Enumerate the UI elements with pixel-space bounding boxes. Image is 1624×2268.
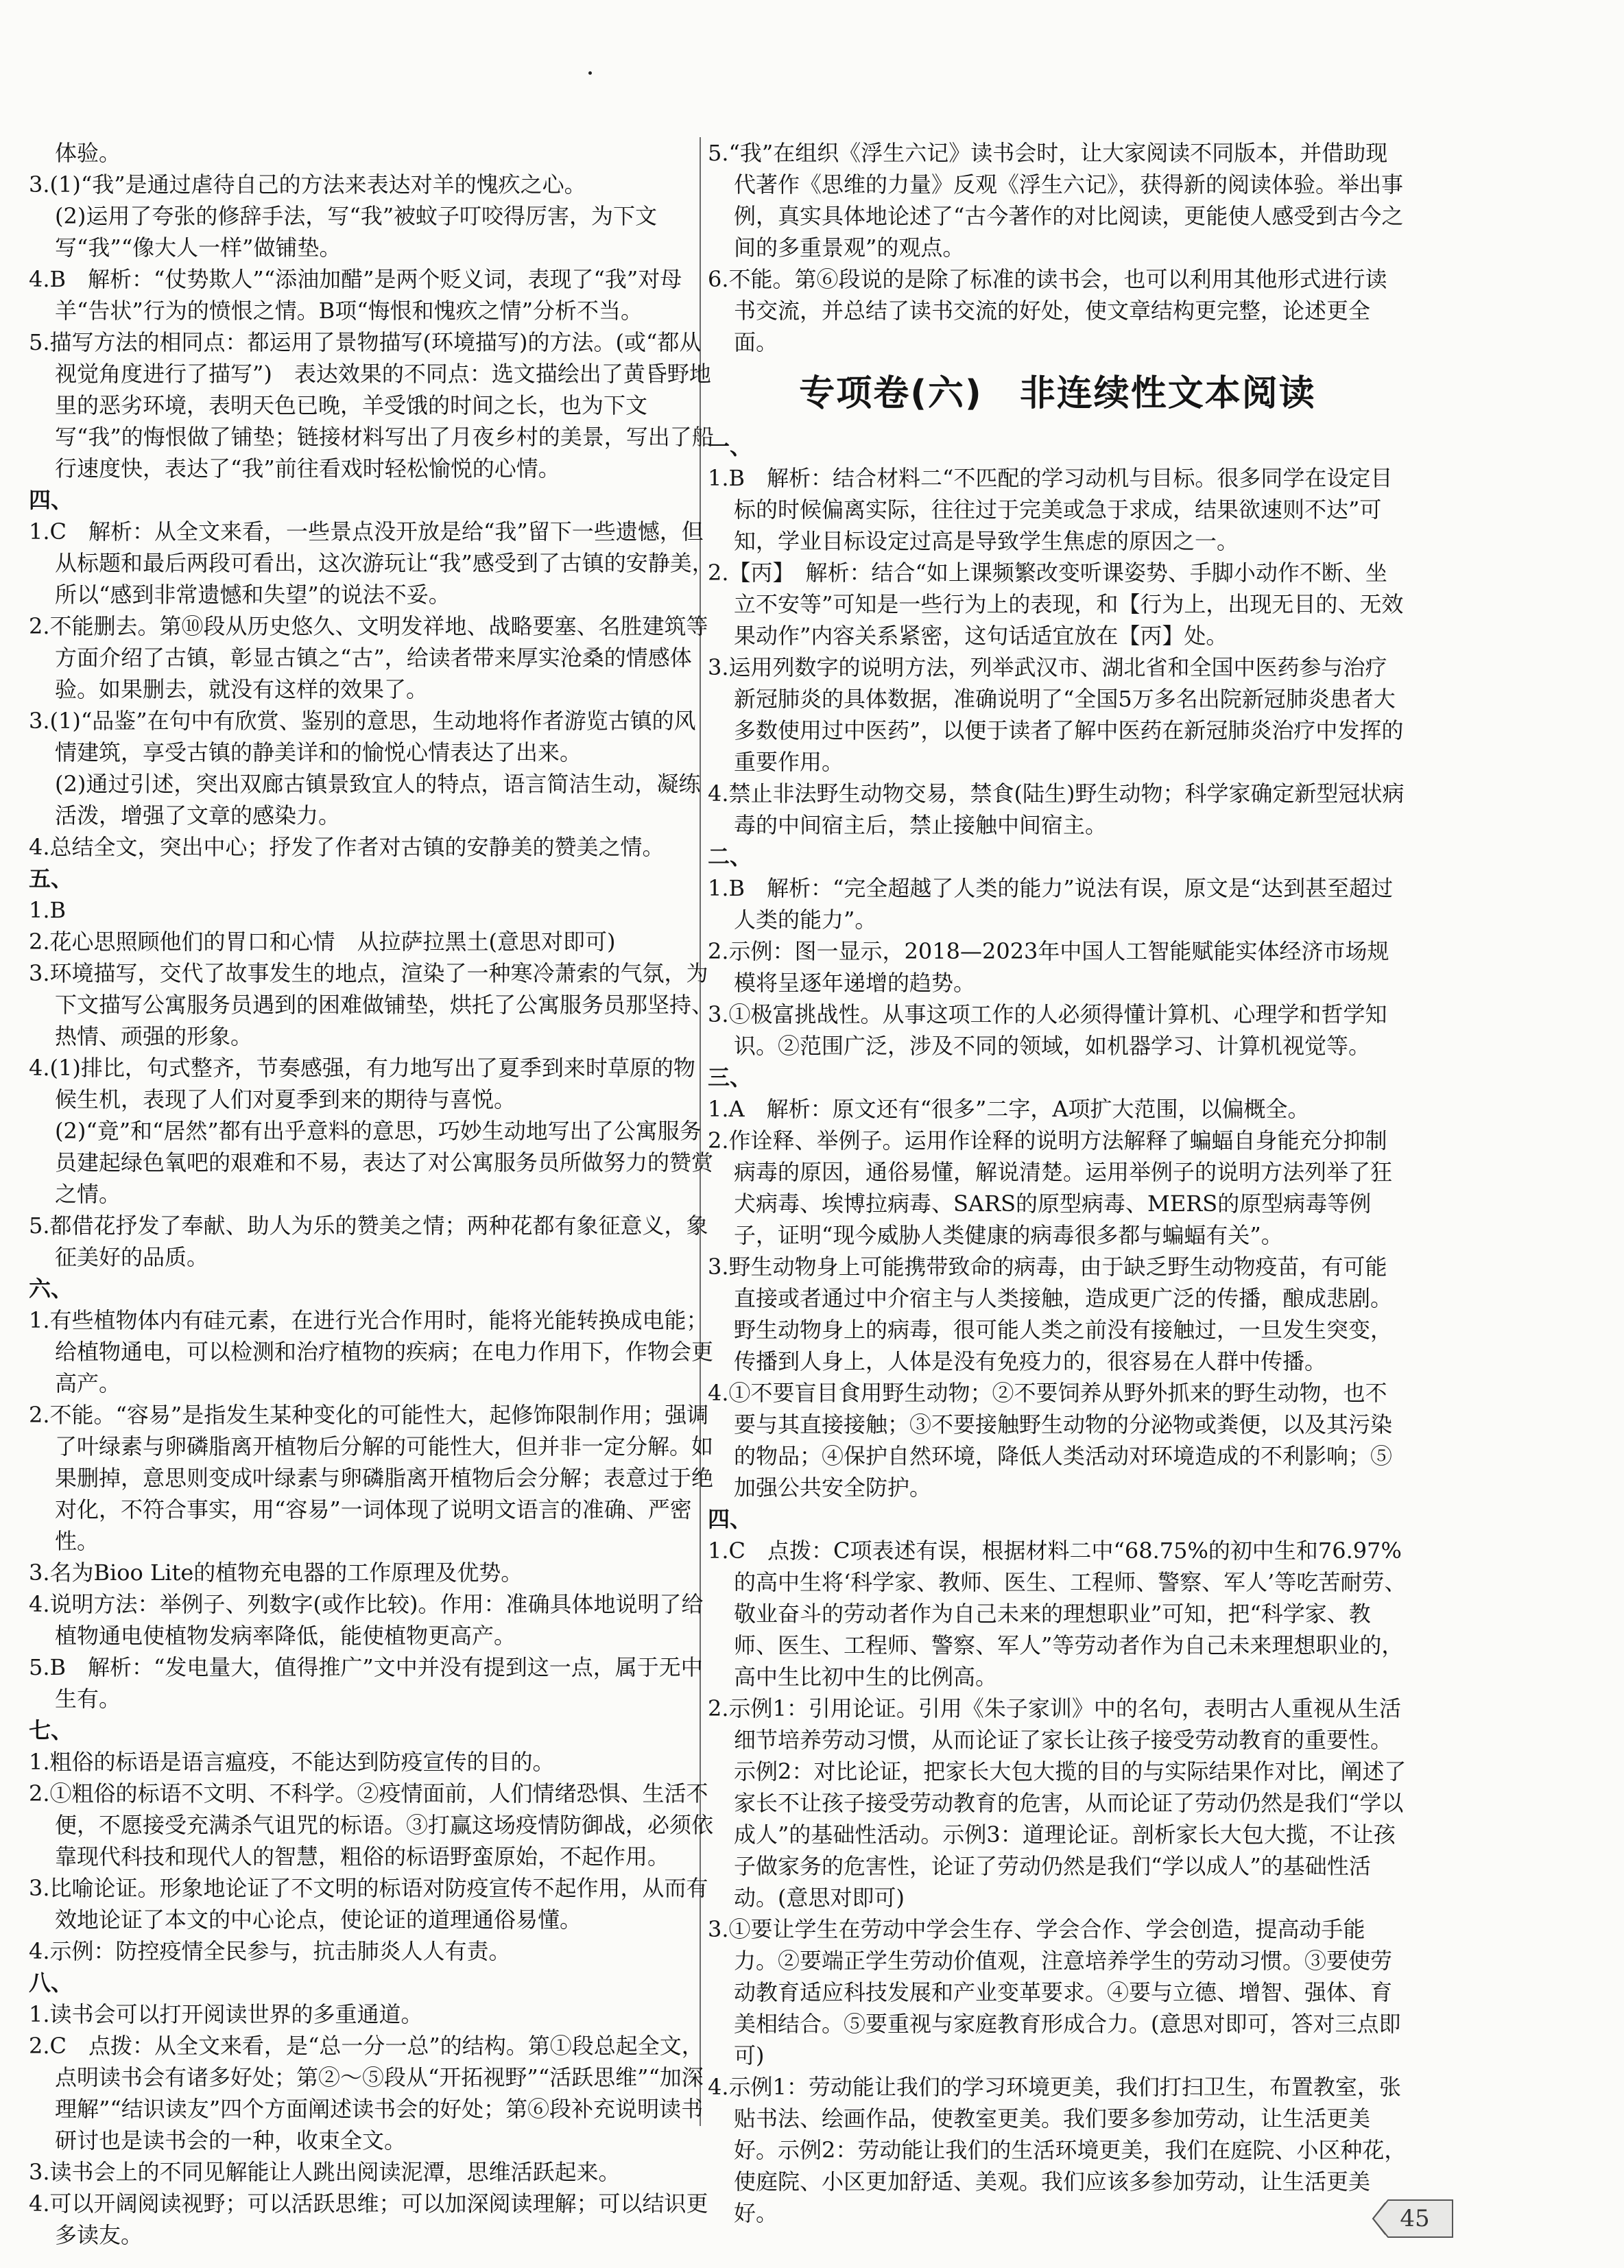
answer-item: 3.(1)“品鉴”在句中有欣赏、鉴别的意思，生动地将作者游览古镇的风情建筑，享受古镇的静美详和的愉悦心情表达了出来。 [29, 708, 696, 765]
answer-item: 3.环境描写，交代了故事发生的地点，渲染了一种寒冷萧索的气氛，为下文描写公寓服务员遇到的困难做铺垫，烘托了公寓服务员那坚持、热情、顽强的形象。 [29, 960, 714, 1049]
section-number: 八、 [29, 1970, 73, 1996]
answer-item: 2.【丙】 解析：结合“如上课频繁改变听课姿势、手脚小动作不断、坐立不安等”可知是一些行为上的表现，和【行为上，出现无目的、无效果动作”内容关系紧密，这句话适宜放在【丙】处。 [708, 560, 1404, 649]
answer-item: 3.①极富挑战性。从事这项工作的人必须得懂计算机、心理学和哲学知识。②范围广泛，涉及不同的领域，如机器学习、计算机视觉等。 [708, 1001, 1387, 1059]
page-number: 45 [1400, 2205, 1430, 2232]
answer-item: 3.读书会上的不同见解能让人跳出阅读泥潭，思维活跃起来。 [29, 2159, 621, 2185]
answer-item: 3.(1)“我”是通过虐待自己的方法来表达对羊的愧疚之心。 [29, 171, 586, 198]
answer-item: 3.运用列数字的说明方法，列举武汉市、湖北省和全国中医药参与治疗新冠肺炎的具体数据，准确说明了“全国5万多名出院新冠肺炎患者大多数使用过中医药”，以便于读者了解中医药在新冠肺炎治疗中发挥的重要作用。 [708, 654, 1404, 775]
right-column-answers [708, 431, 1407, 2229]
section-number: 七、 [29, 1717, 73, 1743]
answer-item: 4.①不要盲目食用野生动物；②不要饲养从野外抓来的野生动物，也不要与其直接接触；③不要接触野生动物的分泌物或粪便，以及其污染的物品；④保护自然环境，降低人类活动对环境造成的不利影响；⑤加强公共安全防护。 [708, 1380, 1393, 1501]
printing-dot [588, 71, 592, 75]
answer-item: (2)通过引述，突出双廊古镇景致宜人的特点，语言简洁生动，凝练活泼，增强了文章的感染力。 [55, 771, 701, 828]
answer-item: 1.有些植物体内有硅元素，在进行光合作用时，能将光能转换成电能；给植物通电，可以检测和治疗植物的疾病；在电力作用下，作物会更高产。 [29, 1307, 714, 1396]
answer-item: (2)“竟”和“居然”都有出乎意料的意思，巧妙生动地写出了公寓服务员建起绿色氧吧的艰难和不易，表达了对公寓服务员所做努力的赞赏之情。 [55, 1118, 714, 1207]
answer-item: 4.示例：防控疫情全民参与，抗击肺炎人人有责。 [29, 1938, 511, 1964]
answer-item: 1.B 解析：“完全超越了人类的能力”说法有误，原文是“达到甚至超过人类的能力”。 [708, 875, 1394, 933]
answer-item: 5.“我”在组织《浮生六记》读书会时，让大家阅读不同版本，并借助现代著作《思维的力量》反观《浮生六记》，获得新的阅读体验。举出事例，真实具体地论述了“古今著作的对比阅读，更能使人感受到古今之间的多重景观”的观点。 [708, 140, 1404, 261]
answer-item: 4.示例1：劳动能让我们的学习环境更美，我们打扫卫生，布置教室，张贴书法、绘画作品，使教室更美。我们要多参加劳动，让生活更美好。示例2：劳动能让我们的生活环境更美，我们在庭院、小区种花，使庭院、小区更加舒适、美观。我们应该多参加劳动，让生活更美好。 [708, 2074, 1407, 2226]
section-heading: 专项卷(六) 非连续性文本阅读 [799, 373, 1316, 414]
section-number: 二、 [708, 844, 752, 870]
answer-item: 1.粗俗的标语是语言瘟疫，不能达到防疫宣传的目的。 [29, 1749, 555, 1775]
answer-item: 1.B [29, 897, 67, 923]
answer-item: 5.B 解析：“发电量大，值得推广”文中并没有提到这一点，属于无中生有。 [29, 1654, 703, 1712]
section-number: 五、 [29, 866, 73, 892]
answer-item: 1.C 点拨：C项表述有误，根据材料二中“68.75%的初中生和76.97%的高中生将‘科学家、教师、医生、工程师、警察、军人’等吃苦耐劳、敬业奋斗的劳动者作为自己未来的理想职业”可知，把“科学家、教师、医生、工程师、警察、军人”等劳动者作为自己未来理想职业的，高中生比初中生的比例高。 [708, 1538, 1407, 1690]
answer-item: 2.示例1：引用论证。引用《朱子家训》中的名句，表明古人重视从生活细节培养劳动习惯，从而论证了家长让孩子接受劳动教育的重要性。示例2：对比论证，把家长大包大揽的目的与实际结果作对比，阐述了家长不让孩子接受劳动教育的危害，从而论证了劳动仍然是我们“学以成人”的基础性活动。示例3：道理论证。剖析家长大包大揽，不让孩子做家务的危害性，论证了劳动仍然是我们“学以成人”的基础性活动。(意思对即可) [708, 1695, 1407, 1911]
answer-item: 3.比喻论证。形象地论证了不文明的标语对防疫宣传不起作用，从而有效地论证了本文的中心论点，使论证的道理通俗易懂。 [29, 1875, 708, 1933]
answer-item: 3.名为Bioo Lite的植物充电器的工作原理及优势。 [29, 1560, 523, 1586]
section-number: 六、 [29, 1276, 73, 1302]
left-margin-bleed [0, 137, 23, 1989]
answer-item: 1.读书会可以打开阅读世界的多重通道。 [29, 2001, 423, 2027]
answer-item: 1.A 解析：原文还有“很多”二字，A项扩大范围，以偏概全。 [708, 1096, 1310, 1122]
answer-item: 1.C 解析：从全文来看，一些景点没开放是给“我”留下一些遗憾，但从标题和最后两段可看出，这次游玩让“我”感受到了古镇的安静美，所以“感到非常遗憾和失望”的说法不妥。 [29, 518, 714, 608]
answer-item: 4.总结全文，突出中心；抒发了作者对古镇的安静美的赞美之情。 [29, 834, 665, 860]
answer-item: 5.都借花抒发了奉献、助人为乐的赞美之情；两种花都有象征意义，象征美好的品质。 [29, 1213, 708, 1270]
answer-item: 3.野生动物身上可能携带致命的病毒，由于缺乏野生动物疫苗，有可能直接或者通过中介宿主与人类接触，造成更广泛的传播，酿成悲剧。野生动物身上的病毒，很可能人类之前没有接触过，一旦发生突变，传播到人身上，人体是没有免疫力的，很容易在人群中传播。 [708, 1254, 1393, 1374]
answer-item: (2)运用了夸张的修辞手法，写“我”被蚊子叮咬得厉害，为下文写“我”“像大人一样”做铺垫。 [55, 203, 658, 261]
answer-item: 2.花心思照顾他们的胃口和心情 从拉萨拉黑土(意思对即可) [29, 929, 616, 955]
answer-item: 3.①要让学生在劳动中学会生存、学会合作、学会创造，提高动手能力。②要端正学生劳动价值观，注意培养学生的劳动习惯。③要使劳动教育适应科技发展和产业变革要求。④要与立德、增智、强体、育美相结合。⑤要重视与家庭教育形成合力。(意思对即可，答对三点即可) [708, 1916, 1401, 2068]
answer-item: 5.描写方法的相同点：都运用了景物描写(环境描写)的方法。(或“都从视觉角度进行了描写”) 表达效果的不同点：选文描绘出了黄昏野地里的恶劣环境，表明天色已晚，羊受饿的时间之长，也为下文写“我”的悔恨做了铺垫；链接材料写出了月夜乡村的美景，写出了船行速度快，表达了“我”前往看戏时轻松愉悦的心情。 [29, 329, 714, 481]
answer-item: 2.①粗俗的标语不文明、不科学。②疫情面前，人们情绪恐惧、生活不便，不愿接受充满杀气诅咒的标语。③打赢这场疫情防御战，必须依靠现代科技和现代人的智慧，粗俗的标语野蛮原始，不起作用。 [29, 1780, 714, 1870]
answer-item: 4.B 解析：“仗势欺人”“添油加醋”是两个贬义词，表现了“我”对母羊“告状”行为的愤恨之情。B项“悔恨和愧疚之情”分析不当。 [29, 266, 682, 324]
section-number: 四、 [29, 487, 73, 513]
answer-item: 2.作诠释、举例子。运用作诠释的说明方法解释了蝙蝠自身能充分抑制病毒的原因，通俗易懂，解说清楚。运用举例子的说明方法列举了狂犬病毒、埃博拉病毒、SARS的原型病毒、MERS的原型病毒等例子，证明“现今威胁人类健康的病毒很多都与蝙蝠有关”。 [708, 1127, 1393, 1248]
section-number: 四、 [708, 1506, 752, 1532]
right-column-continuation [708, 137, 1407, 358]
answer-item: 4.可以开阔阅读视野；可以活跃思维；可以加深阅读理解；可以结识更多读友。 [29, 2191, 708, 2248]
answer-item: 2.不能删去。第⑩段从历史悠久、文明发祥地、战略要塞、名胜建筑等方面介绍了古镇，彰显古镇之“古”，给读者带来厚实沧桑的情感体验。如果删去，就没有这样的效果了。 [29, 613, 708, 702]
page-number-badge [1370, 2199, 1459, 2239]
answer-item: 2.不能。“容易”是指发生某种变化的可能性大，起修饰限制作用；强调了叶绿素与卵磷脂离开植物后分解的可能性大，但并非一定分解。如果删掉，意思则变成叶绿素与卵磷脂离开植物后会分解；表意过于绝对化，不符合事实，用“容易”一词体现了说明文语言的准确、严密性。 [29, 1402, 714, 1554]
answer-item: 2.C 点拨：从全文来看，是“总一分一总”的结构。第①段总起全文，点明读书会有诸多好处；第②～⑤段从“开拓视野”“活跃思维”“加深理解”“结识读友”四个方面阐述读书会的好处；第⑥段补充说明读书研讨也是读书会的一种，收束全文。 [29, 2033, 704, 2153]
answer-item: 6.不能。第⑥段说的是除了标准的读书会，也可以利用其他形式进行读书交流，并总结了读书交流的好处，使文章结构更完整，论述更全面。 [708, 266, 1387, 355]
answer-item: 4.说明方法：举例子、列数字(或作比较)。作用：准确具体地说明了给植物通电使植物发病率降低，能使植物更高产。 [29, 1591, 704, 1649]
section-number: 一、 [708, 433, 752, 459]
section-number: 三、 [708, 1064, 752, 1090]
answer-item: 1.B 解析：结合材料二“不匹配的学习动机与目标。很多同学在设定目标的时候偏离实际，往往过于完美或急于求成，结果欲速则不达”可知，学业目标设定过高是导致学生焦虑的原因之一。 [708, 465, 1393, 554]
right-column [708, 137, 1407, 2229]
answer-item: 体验。 [55, 140, 121, 166]
answer-item: 4.(1)排比，句式整齐，节奏感强，有力地写出了夏季到来时草原的物候生机，表现了人们对夏季到来的期待与喜悦。 [29, 1055, 695, 1112]
left-column [29, 137, 715, 2251]
answer-item: 4.禁止非法野生动物交易，禁食(陆生)野生动物；科学家确定新型冠状病毒的中间宿主后，禁止接触中间宿主。 [708, 780, 1405, 838]
answer-item: 2.示例：图一显示，2018—2023年中国人工智能赋能实体经济市场规模将呈逐年递增的趋势。 [708, 938, 1389, 996]
